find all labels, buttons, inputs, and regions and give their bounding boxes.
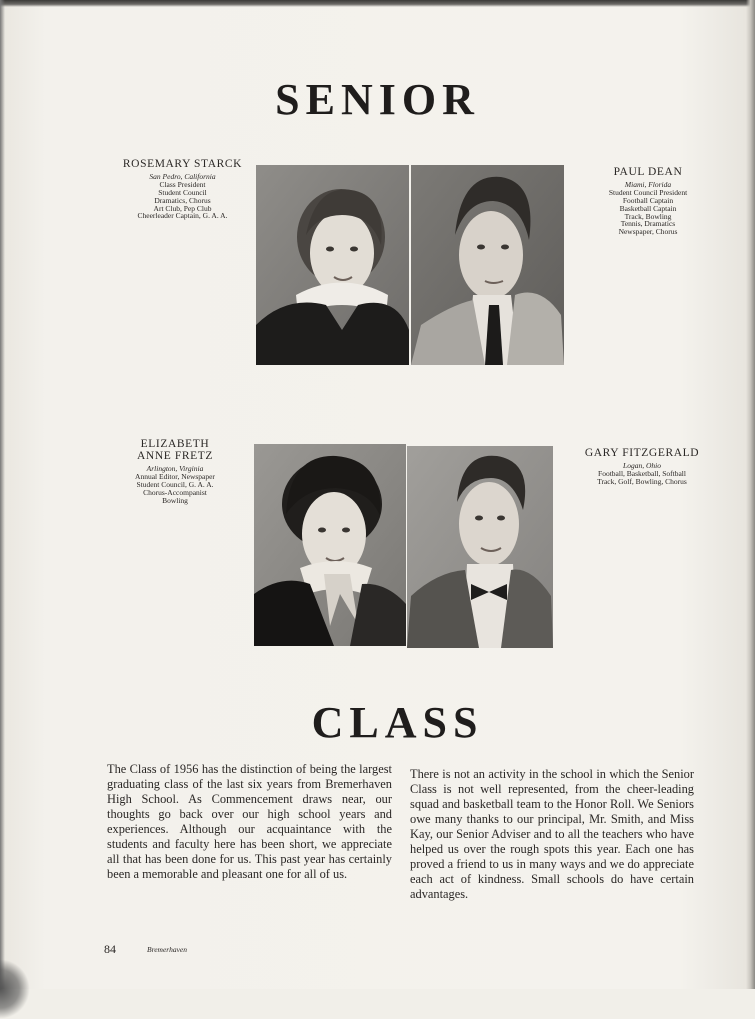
activity: Student Council [158,187,207,197]
bio-gary-fitzgerald [572,447,712,486]
activity: Student Council President [608,187,688,197]
student-name-line1: ELIZABETH [140,438,210,450]
student-name: PAUL DEAN [613,166,683,178]
body-text-left: The Class of 1956 has the distinction of being the largest graduating class of the last six years from Bremerhaven High School. As Commencement draws near, our thoughts go back over our high school years and experiences. Although our acquaintance with the students and faculty here has been short, we appreciate all that has been done for us. This past year has certainly been a memorable and pleasant one for all of us. [107,762,392,881]
student-name: GARY FITZGERALD [584,447,700,459]
activity: Track, Golf, Bowling, Chorus [597,476,687,486]
portrait-paul-dean [411,165,564,365]
student-hometown: Logan, Ohio [623,461,661,471]
student-hometown: Arlington, Virginia [146,464,204,474]
activity: Dramatics, Chorus [154,195,211,205]
bio-elizabeth-anne-fretz [100,438,250,505]
left-edge [0,0,5,989]
activity: Student Council, G. A. A. [136,479,214,489]
top-edge [0,0,755,7]
activity: Football, Basketball, Softball [598,468,686,478]
activity: Annual Editor, Newspaper [135,472,215,481]
body-text-right: There is not an activity in the school in which the Senior Class is not well represented, from the cheer-leading squad and basketball team to the Honor Roll. We Seniors owe many thanks to our principal, Mr. Smith, and Miss Kay, our Senior Adviser and to all the teachers who have helped us over the rough spots this year. Each one has proved a friend to us in many ways and we do appreciate each act of kindness. Small schools do have certain advantages. [410,767,694,901]
activity: Tennis, Dramatics [620,219,676,229]
heading-senior: SENIOR [275,75,480,124]
activity: Track, Bowling [624,211,672,221]
activity: Art Club, Pep Club [153,203,212,213]
activity: Bowling [162,495,188,505]
bio-rosemary-starck [110,158,255,220]
publication-name: Bremerhaven [147,945,187,954]
bio-paul-dean [578,166,718,236]
activity: Cheerleader Captain, G. A. A. [137,211,228,221]
page-number: 84 [104,942,116,956]
portrait-rosemary-starck [256,165,409,365]
student-hometown: San Pedro, California [149,172,216,182]
portrait-gary-fitzgerald [407,446,553,648]
portrait-elizabeth-anne-fretz [254,444,406,646]
right-edge [746,0,755,989]
student-name-line2: ANNE FRETZ [137,450,213,463]
activity: Class President [159,179,206,189]
activity: Chorus-Accompanist [143,487,207,497]
student-name: ROSEMARY STARCK [122,158,243,170]
activity: Newspaper, Chorus [618,227,678,237]
heading-class: CLASS [311,698,484,747]
activity: Basketball Captain [619,203,677,213]
activity: Football Captain [622,195,674,205]
student-hometown: Miami, Florida [624,180,672,190]
